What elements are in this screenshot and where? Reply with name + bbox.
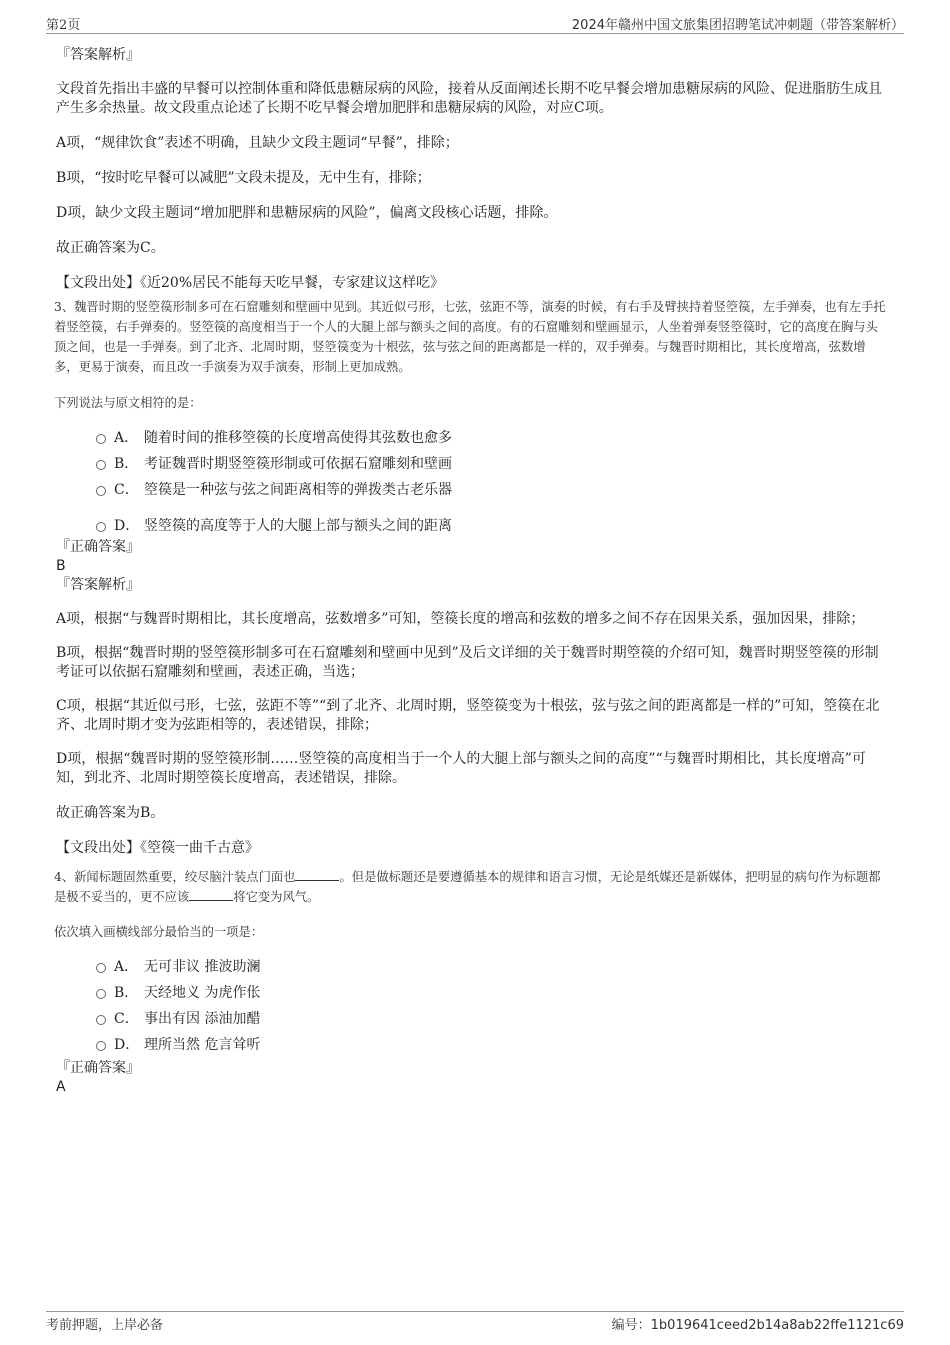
analysis-item-a: A项，根据“与魏晋时期相比，其长度增高，弦数增多”可知，箜篌长度的增高和弦数的增多之间不存在因果关系，强加因果，排除； — [56, 611, 865, 627]
option-text: 考证魏晋时期竖箜篌形制或可依据石窟雕刻和壁画 — [144, 456, 452, 472]
document-title: 2024年赣州中国文旅集团招聘笔试冲刺题（带答案解析） — [571, 18, 904, 33]
option-c[interactable] — [56, 1009, 888, 1029]
option-letter: A． — [114, 430, 139, 446]
text-source: 【文段出处】《箜篌一曲千古意》 — [56, 840, 259, 856]
analysis-item-a: A项，“规律饮食”表述不明确，且缺少文段主题词“早餐”，排除； — [56, 135, 459, 151]
question-4-text-part1: 4、新闻标题固然重要，绞尽脑汁装点门面也 — [54, 870, 296, 884]
analysis-paragraph: 文段首先指出丰盛的早餐可以控制体重和降低患糖尿病的风险，接着从反面阐述长期不吃早餐会增加患糖尿病的风险、促进脂肪生成且产生多余热量。故文段重点论述了长期不吃早餐会增加肥胖和患糖尿病的风险，对应C项。 — [56, 81, 882, 116]
option-letter: D． — [114, 1037, 140, 1053]
option-letter: D． — [114, 518, 140, 534]
analysis-item-d: D项，根据“魏晋时期的竖箜篌形制……竖箜篌的高度相当于一个人的大腿上部与额头之间的高度”“与魏晋时期相比，其长度增高”可知，到北齐、北周时期箜篌长度增高，表述错误，排除。 — [56, 751, 866, 786]
radio-icon[interactable] — [96, 522, 106, 532]
footer-divider — [46, 1311, 904, 1312]
option-c[interactable] — [56, 480, 888, 500]
radio-icon[interactable] — [96, 434, 106, 444]
question-4-text-part2: 。但是做标题还是要遵循基本的规律和语言习惯，无论是纸媒还是新媒体，把明显的病句作为标题都是极不妥当的，更不应该 — [54, 870, 881, 904]
radio-icon[interactable] — [96, 460, 106, 470]
question-4-prompt: 依次填入画横线部分最恰当的一项是： — [54, 925, 264, 939]
radio-icon[interactable] — [96, 1041, 106, 1051]
correct-answer: A — [56, 1079, 66, 1095]
option-text: 理所当然 危言耸听 — [144, 1037, 261, 1053]
text-source: 【文段出处】《近20%居民不能每天吃早餐，专家建议这样吃》 — [56, 275, 445, 291]
fill-blank-1 — [295, 868, 339, 881]
option-text: 随着时间的推移箜篌的长度增高使得其弦数也愈多 — [144, 430, 452, 446]
analysis-label: 『答案解析』 — [56, 577, 140, 593]
question-3-text: 3、魏晋时期的竖箜篌形制多可在石窟雕刻和壁画中见到。其近似弓形，七弦，弦距不等，演奏的时候，有右手及臂挟持着竖箜篌，左手弹奏，也有左手托着竖箜篌，右手弹奏的。竖箜篌的高度相当于一个人的大腿上部与额头之间的高度。有的石窟雕刻和壁画显示，人坐着弹奏竖箜篌时，它的高度在胸与头顶之间，也是一手弹奏。到了北齐、北周时期，竖箜篌变为十根弦，弦与弦之间的距离都是一样的，双手弹奏。与魏晋时期相比，其长度增高，弦数增多，更易于演奏，而且改一手演奏为双手演奏，形制上更加成熟。 — [54, 300, 886, 374]
option-letter: B． — [114, 456, 139, 472]
document-body — [56, 46, 888, 1096]
document-code — [612, 1314, 904, 1333]
analysis-item-c: C项，根据“其近似弓形，七弦，弦距不等”“到了北齐、北周时期，竖箜篌变为十根弦，弦与弦之间的距离都是一样的”可知，箜篌在北齐、北周时期才变为弦距相等的，表述错误，排除； — [56, 698, 880, 733]
option-letter: B． — [114, 985, 139, 1001]
footer-slogan: 考前押题，上岸必备 — [46, 1318, 164, 1333]
option-text: 事出有因 添油加醋 — [144, 1011, 261, 1027]
code-value: 1b019641ceed2b14a8ab22ffe1121c69 — [650, 1318, 904, 1333]
question-4-text-part3: 将它变为风气。 — [233, 890, 320, 904]
option-text: 无可非议 推波助澜 — [144, 959, 261, 975]
option-text: 竖箜篌的高度等于人的大腿上部与额头之间的距离 — [144, 518, 452, 534]
radio-icon[interactable] — [96, 486, 106, 496]
option-letter: A． — [114, 959, 139, 975]
radio-icon[interactable] — [96, 963, 106, 973]
analysis-item-b: B项，“按时吃早餐可以减肥”文段未提及，无中生有，排除； — [56, 170, 431, 186]
correct-answer-label: 『正确答案』 — [56, 539, 140, 555]
fill-blank-2 — [189, 888, 233, 901]
question-3-options — [56, 428, 888, 536]
option-letter: C． — [114, 482, 139, 498]
question-3-prompt: 下列说法与原文相符的是： — [54, 396, 202, 410]
correct-answer: B — [56, 558, 66, 574]
analysis-conclusion: 故正确答案为B。 — [56, 805, 165, 821]
analysis-label: 『答案解析』 — [56, 47, 140, 63]
option-text: 天经地义 为虎作伥 — [144, 985, 261, 1001]
header-divider — [46, 33, 904, 34]
option-d[interactable] — [56, 1035, 888, 1055]
option-a[interactable] — [56, 957, 888, 977]
page-number: 第2页 — [46, 18, 81, 33]
question-4-text — [54, 867, 888, 907]
option-text: 箜篌是一种弦与弦之间距离相等的弹拨类古老乐器 — [144, 482, 452, 498]
radio-icon[interactable] — [96, 1015, 106, 1025]
analysis-item-b: B项，根据“魏晋时期的竖箜篌形制多可在石窟雕刻和壁画中见到”及后文详细的关于魏晋时期箜篌的介绍可知，魏晋时期竖箜篌的形制考证可以依据石窟雕刻和壁画，表述正确，当选； — [56, 645, 879, 680]
analysis-conclusion: 故正确答案为C。 — [56, 240, 165, 256]
radio-icon[interactable] — [96, 989, 106, 999]
option-b[interactable] — [56, 454, 888, 474]
question-4-options — [56, 957, 888, 1055]
code-label: 编号： — [611, 1318, 651, 1333]
correct-answer-label: 『正确答案』 — [56, 1060, 140, 1076]
option-letter: C． — [114, 1011, 139, 1027]
option-b[interactable] — [56, 983, 888, 1003]
option-a[interactable] — [56, 428, 888, 448]
option-d[interactable] — [56, 516, 888, 536]
analysis-item-d: D项，缺少文段主题词“增加肥胖和患糖尿病的风险”，偏离文段核心话题，排除。 — [56, 205, 558, 221]
